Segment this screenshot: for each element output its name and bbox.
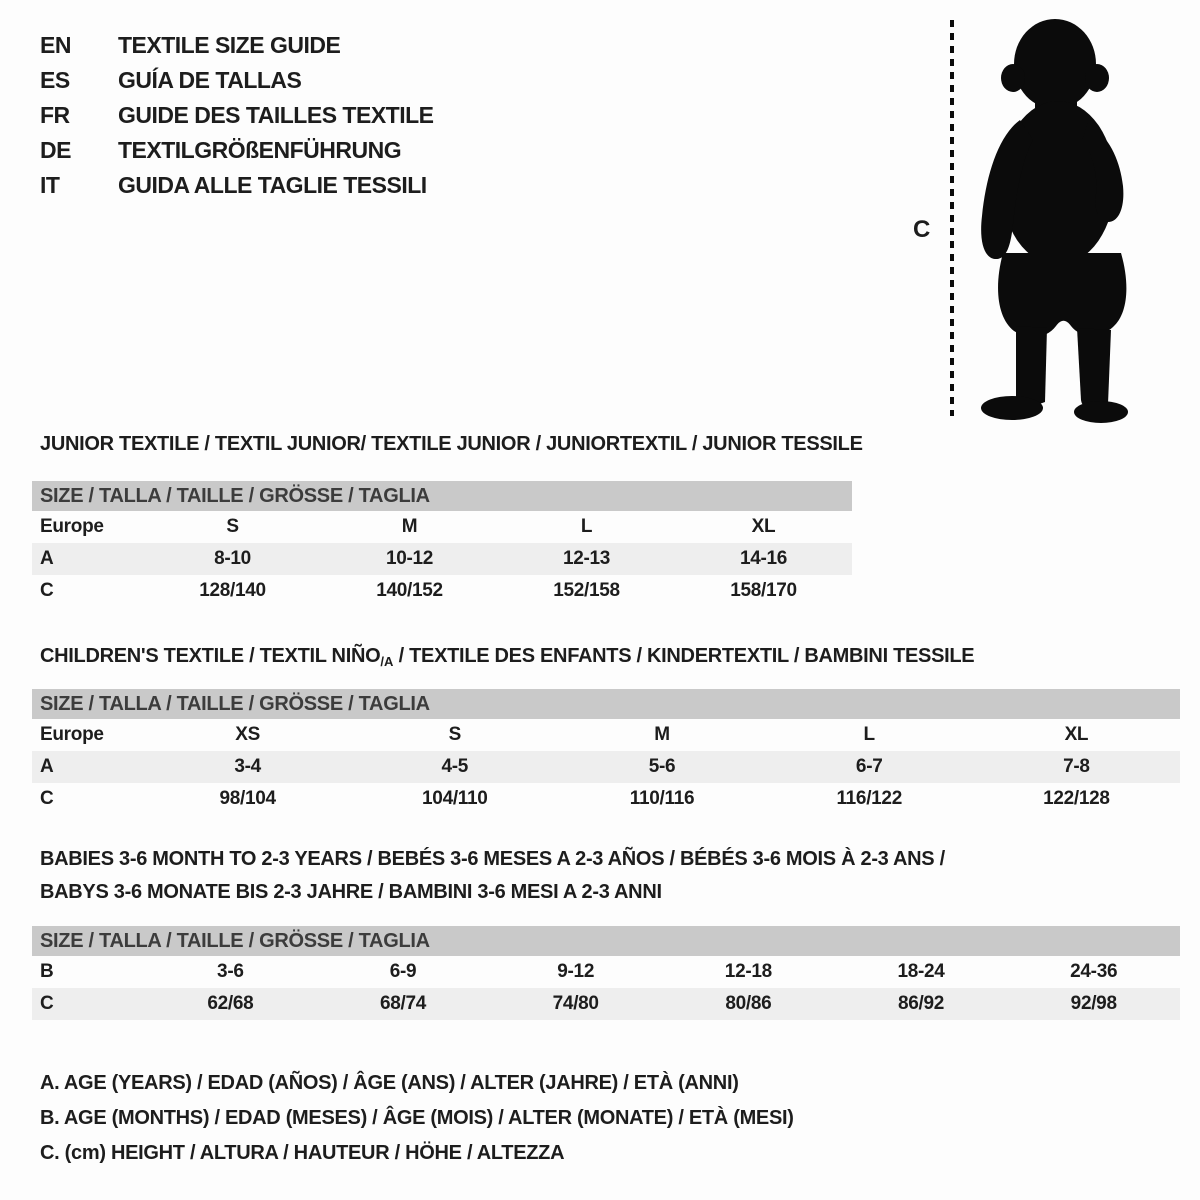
size-table-children: [32, 689, 1180, 815]
table-cell: 6-7: [855, 756, 883, 777]
children-title-main: CHILDREN'S TEXTILE / TEXTIL NIÑO: [40, 645, 381, 667]
row-label: C: [40, 580, 54, 601]
table-row: [32, 751, 1180, 783]
children-section-title: [40, 645, 974, 669]
table-cell: 18-24: [897, 961, 945, 982]
language-row: [40, 98, 434, 133]
babies-title-line1: BABIES 3-6 MONTH TO 2-3 YEARS / BEBÉS 3-6 MESES A 2-3 AÑOS / BÉBÉS 3-6 MOIS À 2-3 ANS /: [40, 848, 945, 870]
size-table-header: SIZE / TALLA / TAILLE / GRÖSSE / TAGLIA: [32, 481, 852, 511]
table-row: [32, 956, 1180, 988]
table-cell: 152/158: [553, 580, 620, 601]
table-cell: 5-6: [648, 756, 676, 777]
language-code: DE: [40, 137, 71, 163]
table-cell: 92/98: [1070, 993, 1117, 1014]
table-cell: 110/116: [629, 788, 695, 809]
size-table-junior: [32, 481, 852, 607]
size-table-babies: [32, 926, 1180, 1020]
table-cell: M: [654, 724, 670, 745]
children-title-subscript: /A: [380, 654, 394, 669]
table-cell: 12-18: [724, 961, 772, 982]
table-cell: 12-13: [562, 548, 611, 569]
table-cell: 68/74: [379, 993, 427, 1014]
table-cell: 62/68: [207, 993, 254, 1014]
size-table-header: SIZE / TALLA / TAILLE / GRÖSSE / TAGLIA: [32, 689, 1180, 719]
table-cell: 14-16: [739, 548, 788, 569]
table-cell: 10-12: [385, 548, 434, 569]
table-cell: 4-5: [441, 756, 469, 777]
table-cell: 9-12: [557, 961, 595, 982]
language-title: GUIDA ALLE TAGLIE TESSILI: [118, 172, 427, 198]
table-cell: 116/122: [836, 788, 902, 809]
language-row: [40, 133, 434, 168]
table-cell: 74/80: [552, 993, 599, 1014]
table-cell: 140/152: [376, 580, 443, 601]
junior-section-title: JUNIOR TEXTILE / TEXTIL JUNIOR/ TEXTILE JUNIOR / JUNIORTEXTIL / JUNIOR TESSILE: [40, 433, 863, 455]
table-row: [32, 719, 1180, 751]
table-cell: XL: [1064, 724, 1089, 745]
language-title: GUÍA DE TALLAS: [118, 67, 302, 93]
legend-note-a: A. AGE (YEARS) / EDAD (AÑOS) / ÂGE (ANS) / ALTER (JAHRE) / ETÀ (ANNI): [40, 1072, 739, 1094]
babies-title-line2: BABYS 3-6 MONATE BIS 2-3 JAHRE / BAMBINI 3-6 MESI A 2-3 ANNI: [40, 881, 662, 903]
row-label: B: [40, 961, 54, 982]
row-label: A: [40, 548, 54, 569]
table-cell: XS: [235, 724, 260, 745]
language-row: [40, 63, 434, 98]
language-code: IT: [40, 172, 60, 198]
table-cell: 158/170: [730, 580, 797, 601]
language-title: TEXTILE SIZE GUIDE: [118, 32, 341, 58]
table-row: [32, 783, 1180, 815]
table-cell: XL: [751, 516, 776, 537]
table-row: [32, 511, 852, 543]
table-cell: 80/86: [725, 993, 772, 1014]
height-measure-label: C: [913, 216, 931, 243]
table-cell: 128/140: [199, 580, 266, 601]
language-code: ES: [40, 67, 70, 93]
children-title-rest: / TEXTILE DES ENFANTS / KINDERTEXTIL / BAMBINI TESSILE: [393, 645, 975, 667]
toddler-silhouette-icon: [900, 8, 1150, 428]
table-cell: 8-10: [214, 548, 251, 569]
row-label: C: [40, 788, 54, 809]
table-cell: 3-6: [217, 961, 244, 982]
language-guide: [40, 28, 434, 203]
language-row: [40, 28, 434, 63]
table-cell: 98/104: [219, 788, 276, 809]
table-cell: 122/128: [1043, 788, 1110, 809]
row-label: Europe: [40, 516, 104, 537]
table-row: [32, 543, 852, 575]
row-label: C: [40, 993, 54, 1014]
table-row: [32, 575, 852, 607]
babies-section-title: [40, 843, 945, 909]
table-cell: L: [580, 516, 593, 537]
table-cell: 86/92: [898, 993, 945, 1014]
table-cell: S: [226, 516, 239, 537]
table-cell: 24-36: [1070, 961, 1118, 982]
language-code: EN: [40, 32, 71, 58]
table-cell: L: [863, 724, 875, 745]
row-label: A: [40, 756, 54, 777]
table-cell: M: [401, 516, 418, 537]
language-title: GUIDE DES TAILLES TEXTILE: [118, 102, 434, 128]
legend-note-b: B. AGE (MONTHS) / EDAD (MESES) / ÂGE (MOIS) / ALTER (MONATE) / ETÀ (MESI): [40, 1107, 794, 1129]
legend-note-c: C. (cm) HEIGHT / ALTURA / HAUTEUR / HÖHE / ALTEZZA: [40, 1142, 565, 1164]
language-code: FR: [40, 102, 70, 128]
table-cell: 3-4: [234, 756, 261, 777]
table-cell: 104/110: [422, 788, 488, 809]
size-table-header: SIZE / TALLA / TAILLE / GRÖSSE / TAGLIA: [32, 926, 1180, 956]
row-label: Europe: [40, 724, 104, 745]
table-cell: S: [448, 724, 461, 745]
toddler-silhouette: [981, 19, 1128, 423]
legend-notes: [40, 1066, 794, 1171]
language-row: [40, 168, 434, 203]
language-title: TEXTILGRÖßENFÜHRUNG: [118, 137, 402, 163]
table-cell: 7-8: [1063, 756, 1090, 777]
table-row: [32, 988, 1180, 1020]
table-cell: 6-9: [389, 961, 417, 982]
